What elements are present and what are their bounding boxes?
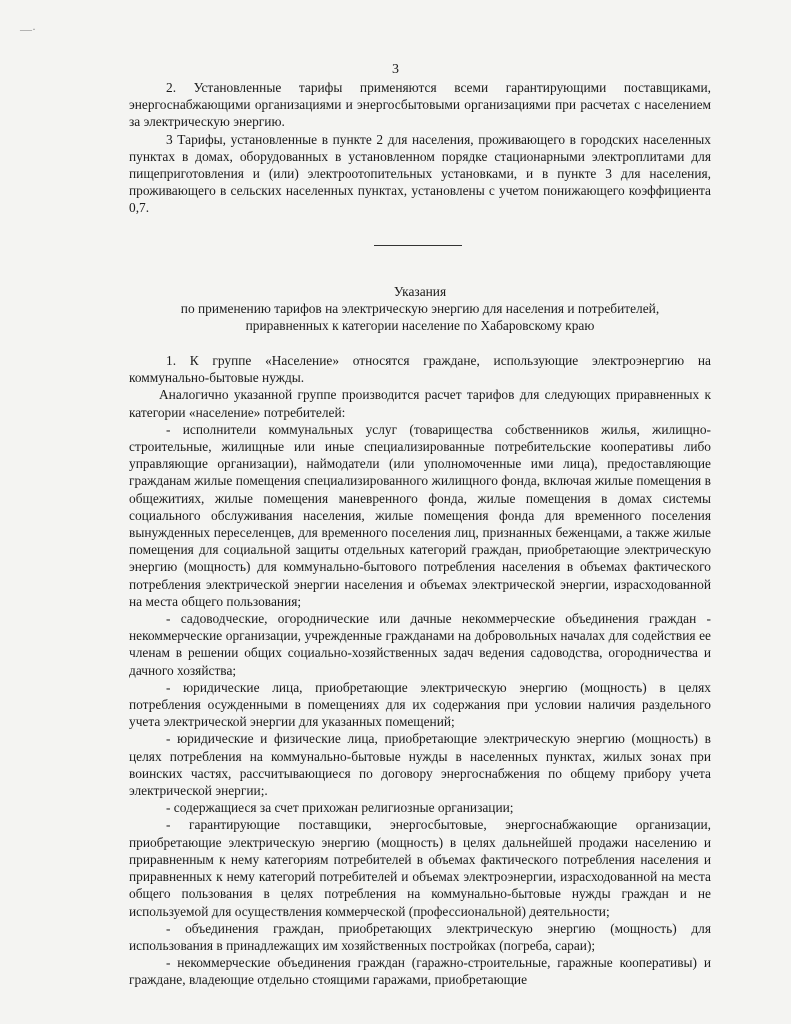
paragraph: - садоводческие, огороднические или дачные некоммерческие объединения граждан - некоммерческие организации, учрежденные гражданами на добровольных началах для содействия ее членам в решении общих социально-хозяйственных задач ведения садоводства, огородничества и дачного хозяйства; <box>129 611 711 678</box>
paragraph: - гарантирующие поставщики, энергосбытовые, энергоснабжающие организации, приобретающие электрическую энергию (мощность) в целях дальнейшей продажи населению и приравненным к нему категориям потребителей в объемах фактического потребления населения и приравненных к нему категорий потребителей и объемах электроэнергии, израсходованной на места общего пользования в целях потребления на коммунально-бытовые нужды граждан и не используемой для осуществления коммерческой (профессиональной) деятельности; <box>129 817 711 919</box>
page-number: 3 <box>392 62 399 77</box>
intro-section <box>129 79 711 217</box>
paragraph: - юридические и физические лица, приобретающие электрическую энергию (мощность) в целях потребления на коммунально-бытовые нужды в населенных пунктах, жилых зонах при воинских частях, рассчитывающиеся по договору энергоснабжения по общему прибору учета электрической энергии;. <box>129 731 711 799</box>
paragraph: - содержащиеся за счет прихожан религиозные организации; <box>166 800 514 816</box>
heading-title: Указания <box>393 284 447 299</box>
intro-paragraph-1: 2. Установленные тарифы применяются всеми гарантирующими поставщиками, энергоснабжающими организациями и энергосбытовыми организациями при расчетах с населением за электрическую энергию. <box>129 80 711 130</box>
paragraph: - исполнители коммунальных услуг (товарищества собственников жилья, жилищно-строительные, жилищные или иные специализированные потребительские кооперативы либо управляющие организации), наймодатели (или уполномоченные ими лица), предоставляющие гражданам жилые помещения специализированного жилищного фонда, включая жилые помещения в общежитиях, жилые помещения маневренного фонда, жилые помещения в домах системы социального обслуживания населения, жилые помещения фонда для временного поселения вынужденных переселенцев, для временного поселения лиц, признанных беженцами, а также жилые помещения для социальной защиты отдельных категорий граждан, приобретающие электрическую энергию (мощность) для коммунально-бытового потребления населения в объемах фактического потребления электрической энергии населения и объемах электрической энергии, израсходованной на места общего пользования; <box>129 421 711 609</box>
body-section <box>129 352 711 989</box>
intro-paragraph-2: 3 Тарифы, установленные в пункте 2 для населения, проживающего в городских населенных пунктах в домах, оборудованных в установленном порядке стационарными электроплитами для пищеприготовления и (или) электроотопительных установками, и в пункте 3 для населения, проживающего в сельских населенных пунктах, установлены с учетом понижающего коэффициента 0,7. <box>129 131 711 216</box>
scan-mark: —· <box>20 22 36 36</box>
heading-line-2: приравненных к категории население по Хабаровскому краю <box>245 318 595 333</box>
paragraph: 1. К группе «Население» относятся граждане, использующие электроэнергию на коммунально-бытовые нужды. <box>129 353 711 386</box>
paragraph: - юридические лица, приобретающие электрическую энергию (мощность) в целях потребления осужденными в помещениях для их содержания при условии наличия раздельного учета электрической энергии для указанных помещений; <box>129 679 711 730</box>
paragraph: - некоммерческие объединения граждан (гаражно-строительные, гаражные кооперативы) и граждане, владеющие отдельно стоящими гаражами, приобретающие <box>129 955 711 988</box>
heading-line-1: по применению тарифов на электрическую энергию для населения и потребителей, <box>180 301 660 316</box>
separator-line <box>374 245 462 246</box>
paragraph: Аналогично указанной группе производится расчет тарифов для следующих приравненных к категории «население» потребителей: <box>129 387 711 420</box>
paragraph: - объединения граждан, приобретающих электрическую энергию (мощность) для использования в принадлежащих им хозяйственных постройках (погреба, сараи); <box>129 920 711 953</box>
